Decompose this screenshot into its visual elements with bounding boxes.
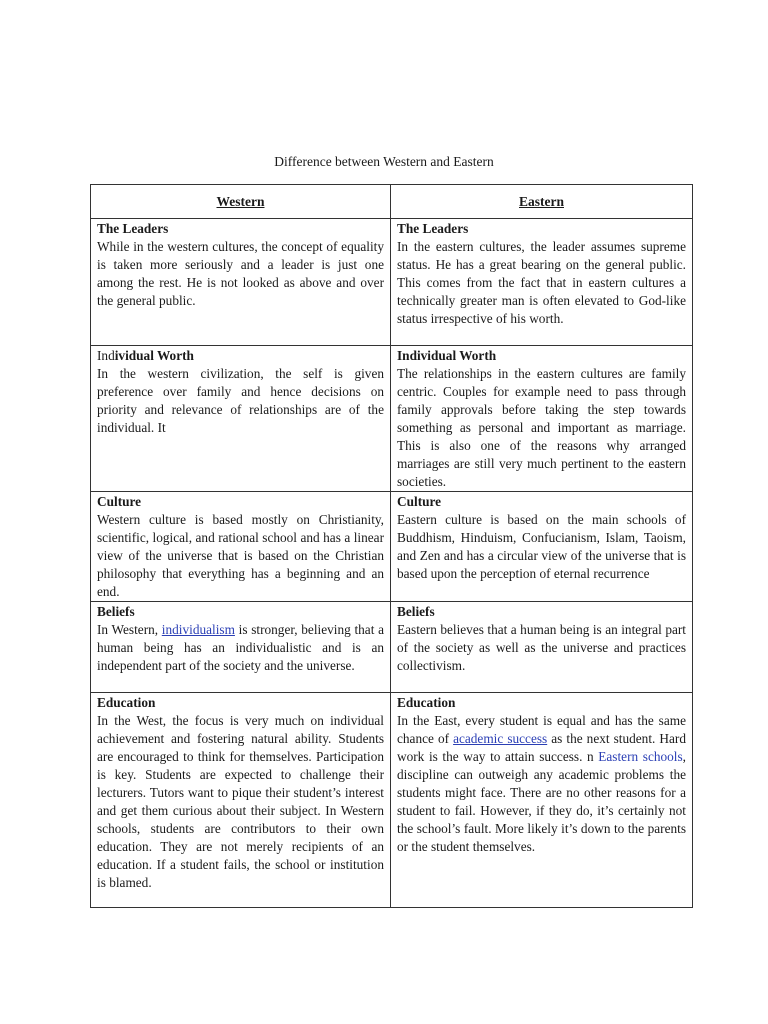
section-heading [97, 347, 384, 365]
section-text: In the eastern cultures, the leader assumes supreme status. He has a great bearing on the general public. This comes from the fact that in eastern cultures a technically greater man is often elevated to God-like status irrespective of his worth. [397, 239, 686, 326]
heading-prefix: Ind [97, 348, 115, 363]
section-text: In the West, the focus is very much on individual achievement and fostering natural ability. Students are encouraged to think for themselves. Participation is key. Students are expected to challenge their lecturers. Tutors want to pique their student’s interest and get them curious about their subject. In Western schools, students are contributors to their own education. They are not merely recipients of an education. If a student fails, the school or institution is blamed. [97, 713, 384, 890]
heading-rest: ividual Worth [114, 348, 194, 363]
table-row-leaders [91, 219, 693, 346]
eastern-cell-culture [391, 492, 693, 602]
section-heading: Culture [397, 494, 442, 509]
table-row-beliefs [91, 602, 693, 693]
individualism-link[interactable]: individualism [161, 622, 235, 637]
section-text [97, 621, 384, 675]
section-text: In the western civilization, the self is given preference over family and hence decisions on priority and relevance of relationships are of the individual. It [97, 366, 384, 435]
eastern-cell-education [391, 693, 693, 908]
section-text: Eastern believes that a human being is an integral part of the society as well as the universe and practices collectivism. [397, 622, 686, 673]
text-middle: as the next student. Hard work is the way to attain success. n [397, 731, 686, 764]
eastern-cell-beliefs [391, 602, 693, 693]
text-before-link: In the East, every student is equal and has the same chance of [397, 713, 686, 746]
section-heading: Individual Worth [397, 348, 497, 363]
section-text: The relationships in the eastern cultures are family centric. Couples for example need to pass through family approvals before taking the step towards something as personal and important as marriage. This is also one of the reasons why arranged marriages are still very much pertinent to the eastern societies. [397, 366, 686, 489]
academic-success-link[interactable]: academic success [453, 731, 548, 746]
table-row-culture [91, 492, 693, 602]
text-after-link: , discipline can outweigh any academic problems the students might face. There are no other reasons for a student to fail. However, if they do, it’s certainly not the school’s fault. More likely it’s down to the parents or the student themselves. [397, 749, 686, 854]
section-text [397, 712, 686, 856]
section-heading: Beliefs [397, 604, 435, 619]
eastern-cell-leaders [391, 219, 693, 346]
section-heading: Education [97, 695, 156, 710]
column-header-eastern: Eastern [391, 185, 693, 219]
comparison-table [90, 184, 693, 908]
western-cell-individual-worth [91, 346, 391, 492]
column-header-western: Western [91, 185, 391, 219]
table-row-individual-worth [91, 346, 693, 492]
western-cell-education [91, 693, 391, 908]
text-before-link: In Western, [97, 622, 162, 637]
section-text: Eastern culture is based on the main schools of Buddhism, Hinduism, Confucianism, Islam, Taoism, and Zen and has a circular view of the universe that is based upon the perception of eternal recurrence [397, 512, 686, 581]
section-heading: Culture [97, 494, 142, 509]
section-heading: The Leaders [397, 221, 469, 236]
text-after-link: is stronger, believing that a human being has an individualistic and is an independent part of the society and the universe. [97, 622, 384, 673]
western-cell-leaders [91, 219, 391, 346]
section-text: While in the western cultures, the concept of equality is taken more seriously and a leader is just one among the rest. He is not looked as above and over the general public. [97, 239, 384, 308]
section-heading: Education [397, 695, 456, 710]
western-cell-culture [91, 492, 391, 602]
section-heading: The Leaders [97, 221, 169, 236]
table-header-row [91, 185, 693, 219]
eastern-schools-link[interactable]: Eastern schools [598, 749, 683, 764]
section-text: Western culture is based mostly on Christianity, scientific, logical, and rational school and has a linear view of the universe that is based on the Christian philosophy that everything has a beginning and an end. [97, 512, 384, 599]
western-cell-beliefs [91, 602, 391, 693]
document-title: Difference between Western and Eastern [274, 154, 494, 169]
eastern-cell-individual-worth [391, 346, 693, 492]
table-row-education [91, 693, 693, 908]
section-heading: Beliefs [97, 604, 135, 619]
